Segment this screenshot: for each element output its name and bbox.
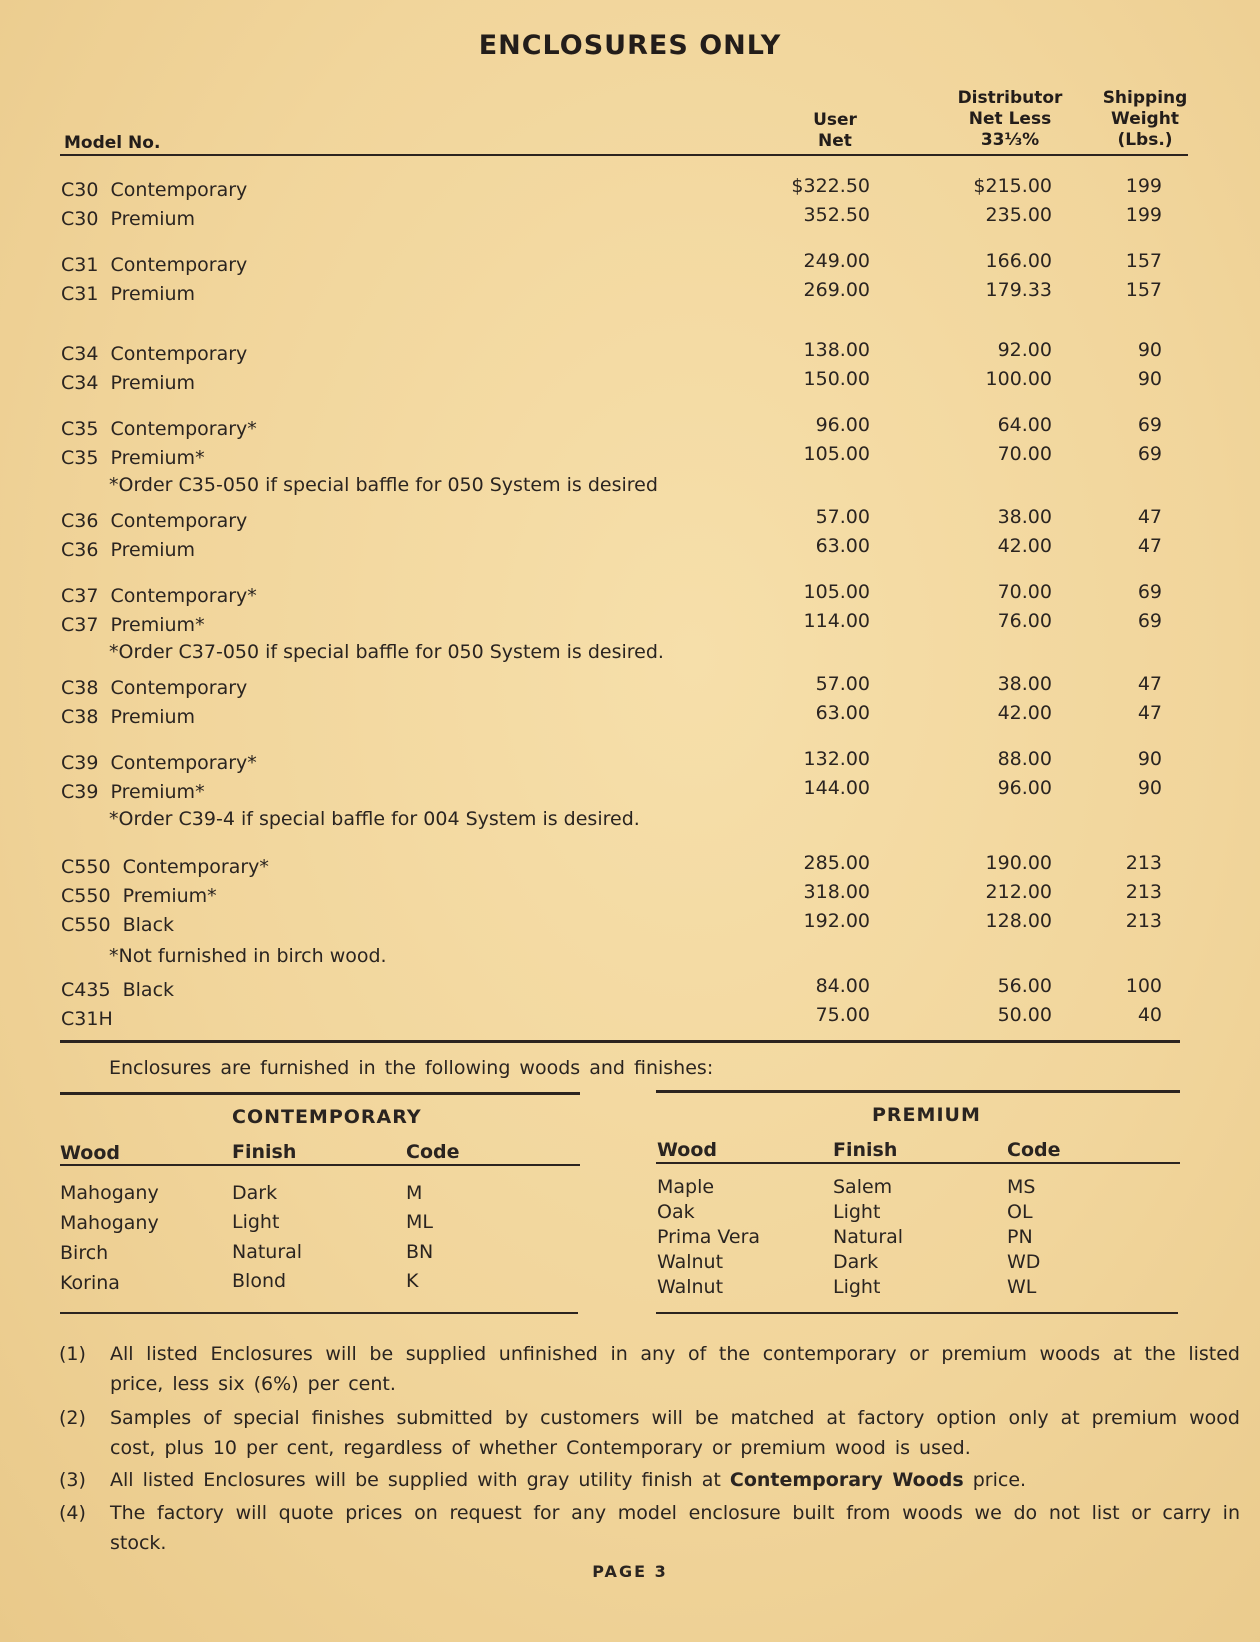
user-net-cell: 75.00 xyxy=(815,1004,870,1026)
model-cell: C31 Premium xyxy=(61,283,196,305)
footnote-text xyxy=(110,1465,1240,1495)
table-row xyxy=(0,414,1260,442)
weight-cell: 213 xyxy=(1125,881,1162,903)
table-row xyxy=(0,443,1260,471)
distributor-net-cell: 128.00 xyxy=(985,910,1052,932)
distributor-net-cell: 88.00 xyxy=(997,748,1052,770)
footnote-text-part: All listed Enclosures will be supplied with gray utility finish at xyxy=(110,1469,730,1491)
premium-code: MS xyxy=(1007,1176,1036,1198)
footnote-number: (1) xyxy=(59,1343,86,1365)
user-net-cell: 57.00 xyxy=(815,506,870,528)
header-distributor-net xyxy=(945,88,1075,151)
contemporary-header-rule xyxy=(60,1164,580,1166)
weight-cell: 90 xyxy=(1137,777,1162,799)
weight-cell: 199 xyxy=(1125,175,1162,197)
distributor-net-cell: 166.00 xyxy=(985,250,1052,272)
premium-header-rule xyxy=(656,1162,1180,1164)
premium-code: WD xyxy=(1007,1251,1041,1273)
contemporary-finish: Natural xyxy=(232,1241,303,1263)
table-row xyxy=(0,975,1260,1003)
distributor-net-cell: 70.00 xyxy=(997,581,1052,603)
user-net-cell: 285.00 xyxy=(803,852,870,874)
footnote-text-bold: Contemporary Woods xyxy=(729,1469,964,1491)
weight-cell: 69 xyxy=(1137,610,1162,632)
model-cell: C34 Contemporary xyxy=(61,343,248,365)
premium-finish: Salem xyxy=(833,1176,893,1198)
premium-top-rule xyxy=(656,1090,1180,1093)
weight-cell: 40 xyxy=(1137,1004,1162,1026)
contemporary-header-finish: Finish xyxy=(232,1141,297,1163)
weight-cell: 69 xyxy=(1137,414,1162,436)
table-row xyxy=(0,881,1260,909)
distributor-net-cell: 76.00 xyxy=(997,610,1052,632)
user-net-cell: 105.00 xyxy=(803,581,870,603)
contemporary-finish: Light xyxy=(232,1211,280,1233)
weight-cell: 47 xyxy=(1137,673,1162,695)
weight-cell: 213 xyxy=(1125,910,1162,932)
footnote-c550: *Not furnished in birch wood. xyxy=(109,945,387,967)
weight-cell: 90 xyxy=(1137,748,1162,770)
table-row xyxy=(0,279,1260,307)
user-net-cell: $322.50 xyxy=(791,175,870,197)
weight-cell: 90 xyxy=(1137,368,1162,390)
weight-cell: 47 xyxy=(1137,506,1162,528)
page-number: PAGE 3 xyxy=(592,1562,668,1581)
contemporary-code: K xyxy=(406,1270,419,1292)
user-net-cell: 138.00 xyxy=(803,339,870,361)
user-net-cell: 144.00 xyxy=(803,777,870,799)
distributor-net-cell: 92.00 xyxy=(997,339,1052,361)
user-net-cell: 57.00 xyxy=(815,673,870,695)
table-row xyxy=(0,777,1260,805)
footnote-c35: *Order C35-050 if special baffle for 050 System is desired xyxy=(109,474,658,496)
footnote-1 xyxy=(59,1339,1240,1401)
model-cell: C36 Contemporary xyxy=(61,510,248,532)
table-row xyxy=(0,204,1260,232)
distributor-net-cell: 42.00 xyxy=(997,702,1052,724)
user-net-cell: 249.00 xyxy=(803,250,870,272)
contemporary-code: BN xyxy=(406,1241,434,1263)
contemporary-wood: Mahogany xyxy=(60,1212,159,1234)
footnote-2 xyxy=(59,1403,1240,1465)
header-line: 33⅓% xyxy=(980,130,1040,150)
model-cell: C31 Contemporary xyxy=(61,254,248,276)
header-line: Weight xyxy=(1111,109,1179,129)
model-cell: C38 Contemporary xyxy=(61,677,248,699)
premium-wood: Walnut xyxy=(657,1251,724,1273)
table-row xyxy=(0,910,1260,938)
table-row xyxy=(0,673,1260,701)
table-row xyxy=(0,581,1260,609)
table-row xyxy=(0,610,1260,638)
distributor-net-cell: 70.00 xyxy=(997,443,1052,465)
premium-header-code: Code xyxy=(1007,1139,1061,1161)
distributor-net-cell: 96.00 xyxy=(997,777,1052,799)
header-user-net xyxy=(780,110,890,152)
header-line: Net Less xyxy=(968,109,1052,129)
footnote-text: All listed Enclosures will be supplied unfinished in any of the contemporary or premium woods at the listed price, less six (6%) per cent. xyxy=(110,1343,1240,1395)
premium-header-finish: Finish xyxy=(833,1139,898,1161)
distributor-net-cell: 179.33 xyxy=(985,279,1052,301)
distributor-net-cell: 50.00 xyxy=(997,1004,1052,1026)
table-row xyxy=(0,852,1260,880)
premium-wood: Oak xyxy=(657,1201,695,1223)
user-net-cell: 132.00 xyxy=(803,748,870,770)
weight-cell: 100 xyxy=(1125,975,1162,997)
table-row xyxy=(0,368,1260,396)
premium-code: OL xyxy=(1007,1201,1033,1223)
page-title: ENCLOSURES ONLY xyxy=(478,30,782,61)
footnote-number: (4) xyxy=(59,1502,86,1524)
model-cell: C35 Premium* xyxy=(61,447,205,469)
footnote-number: (2) xyxy=(59,1407,86,1429)
model-cell: C31H xyxy=(61,1008,113,1030)
contemporary-wood: Mahogany xyxy=(60,1182,159,1204)
weight-cell: 157 xyxy=(1125,250,1162,272)
header-line: Net xyxy=(818,131,852,151)
weight-cell: 213 xyxy=(1125,852,1162,874)
user-net-cell: 63.00 xyxy=(815,535,870,557)
finishes-intro: Enclosures are furnished in the following woods and finishes: xyxy=(109,1057,714,1079)
header-shipping-weight xyxy=(1095,88,1195,151)
contemporary-header-code: Code xyxy=(406,1141,460,1163)
premium-code: PN xyxy=(1007,1226,1033,1248)
table-row xyxy=(0,175,1260,203)
contemporary-top-rule xyxy=(60,1092,580,1095)
header-line: (Lbs.) xyxy=(1117,130,1173,150)
distributor-net-cell: 38.00 xyxy=(997,506,1052,528)
distributor-net-cell: $215.00 xyxy=(973,175,1052,197)
premium-finish: Light xyxy=(833,1276,881,1298)
table-row xyxy=(0,506,1260,534)
model-cell: C435 Black xyxy=(61,979,175,1001)
distributor-net-cell: 64.00 xyxy=(997,414,1052,436)
user-net-cell: 84.00 xyxy=(815,975,870,997)
table-row xyxy=(0,748,1260,776)
header-line: User xyxy=(813,110,857,130)
distributor-net-cell: 38.00 xyxy=(997,673,1052,695)
contemporary-finish: Dark xyxy=(232,1182,278,1204)
user-net-cell: 192.00 xyxy=(803,910,870,932)
premium-finish: Light xyxy=(833,1201,881,1223)
header-model-no: Model No. xyxy=(64,133,161,153)
header-rule xyxy=(60,154,1188,156)
user-net-cell: 105.00 xyxy=(803,443,870,465)
premium-header-wood: Wood xyxy=(657,1139,717,1161)
header-line: Shipping xyxy=(1102,88,1188,108)
distributor-net-cell: 56.00 xyxy=(997,975,1052,997)
user-net-cell: 63.00 xyxy=(815,702,870,724)
weight-cell: 69 xyxy=(1137,581,1162,603)
footnote-c39: *Order C39-4 if special baffle for 004 System is desired. xyxy=(109,808,640,830)
model-cell: C37 Contemporary* xyxy=(61,585,257,607)
model-cell: C37 Premium* xyxy=(61,614,205,636)
distributor-net-cell: 212.00 xyxy=(985,881,1052,903)
premium-title: PREMIUM xyxy=(872,1104,981,1126)
table-bottom-rule xyxy=(60,1040,1180,1043)
premium-wood: Maple xyxy=(657,1176,715,1198)
premium-finish: Natural xyxy=(833,1226,904,1248)
contemporary-title: CONTEMPORARY xyxy=(232,1106,422,1128)
contemporary-bottom-rule xyxy=(60,1312,578,1314)
model-cell: C550 Contemporary* xyxy=(61,856,269,878)
footnote-number: (3) xyxy=(59,1469,86,1491)
contemporary-finish: Blond xyxy=(232,1270,287,1292)
weight-cell: 157 xyxy=(1125,279,1162,301)
table-row xyxy=(0,1004,1260,1032)
user-net-cell: 114.00 xyxy=(803,610,870,632)
weight-cell: 47 xyxy=(1137,535,1162,557)
distributor-net-cell: 190.00 xyxy=(985,852,1052,874)
user-net-cell: 96.00 xyxy=(815,414,870,436)
footnote-c37: *Order C37-050 if special baffle for 050 System is desired. xyxy=(109,641,664,663)
distributor-net-cell: 235.00 xyxy=(985,204,1052,226)
table-row xyxy=(0,250,1260,278)
model-cell: C30 Contemporary xyxy=(61,179,248,201)
table-row xyxy=(0,535,1260,563)
contemporary-wood: Korina xyxy=(60,1272,120,1294)
premium-wood: Prima Vera xyxy=(657,1226,761,1248)
model-cell: C550 Black xyxy=(61,914,175,936)
footnote-4 xyxy=(59,1498,1240,1560)
contemporary-wood: Birch xyxy=(60,1242,109,1264)
user-net-cell: 352.50 xyxy=(803,204,870,226)
user-net-cell: 318.00 xyxy=(803,881,870,903)
model-cell: C39 Contemporary* xyxy=(61,752,257,774)
model-cell: C35 Contemporary* xyxy=(61,418,257,440)
footnote-text: Samples of special finishes submitted by customers will be matched at factory option only at premium wood cost, plus 10 per cent, regardless of whether Contemporary or premium wood is used. xyxy=(110,1407,1240,1459)
model-cell: C38 Premium xyxy=(61,706,196,728)
model-cell: C39 Premium* xyxy=(61,781,205,803)
footnote-text: The factory will quote prices on request for any model enclosure built from woods we do not list or carry in stock. xyxy=(110,1502,1240,1554)
model-cell: C30 Premium xyxy=(61,208,196,230)
premium-finish: Dark xyxy=(833,1251,879,1273)
footnote-3 xyxy=(59,1465,1240,1497)
contemporary-header-wood: Wood xyxy=(60,1142,120,1164)
weight-cell: 47 xyxy=(1137,702,1162,724)
model-cell: C34 Premium xyxy=(61,372,196,394)
premium-bottom-rule xyxy=(656,1312,1178,1314)
table-row xyxy=(0,702,1260,730)
contemporary-code: ML xyxy=(406,1211,433,1233)
weight-cell: 69 xyxy=(1137,443,1162,465)
premium-code: WL xyxy=(1007,1276,1037,1298)
weight-cell: 90 xyxy=(1137,339,1162,361)
user-net-cell: 269.00 xyxy=(803,279,870,301)
distributor-net-cell: 100.00 xyxy=(985,368,1052,390)
model-cell: C36 Premium xyxy=(61,539,196,561)
user-net-cell: 150.00 xyxy=(803,368,870,390)
table-row xyxy=(0,339,1260,367)
footnote-text-part: price. xyxy=(963,1469,1027,1491)
header-line: Distributor xyxy=(957,88,1063,108)
premium-wood: Walnut xyxy=(657,1276,724,1298)
contemporary-code: M xyxy=(406,1182,423,1204)
distributor-net-cell: 42.00 xyxy=(997,535,1052,557)
weight-cell: 199 xyxy=(1125,204,1162,226)
model-cell: C550 Premium* xyxy=(61,885,217,907)
